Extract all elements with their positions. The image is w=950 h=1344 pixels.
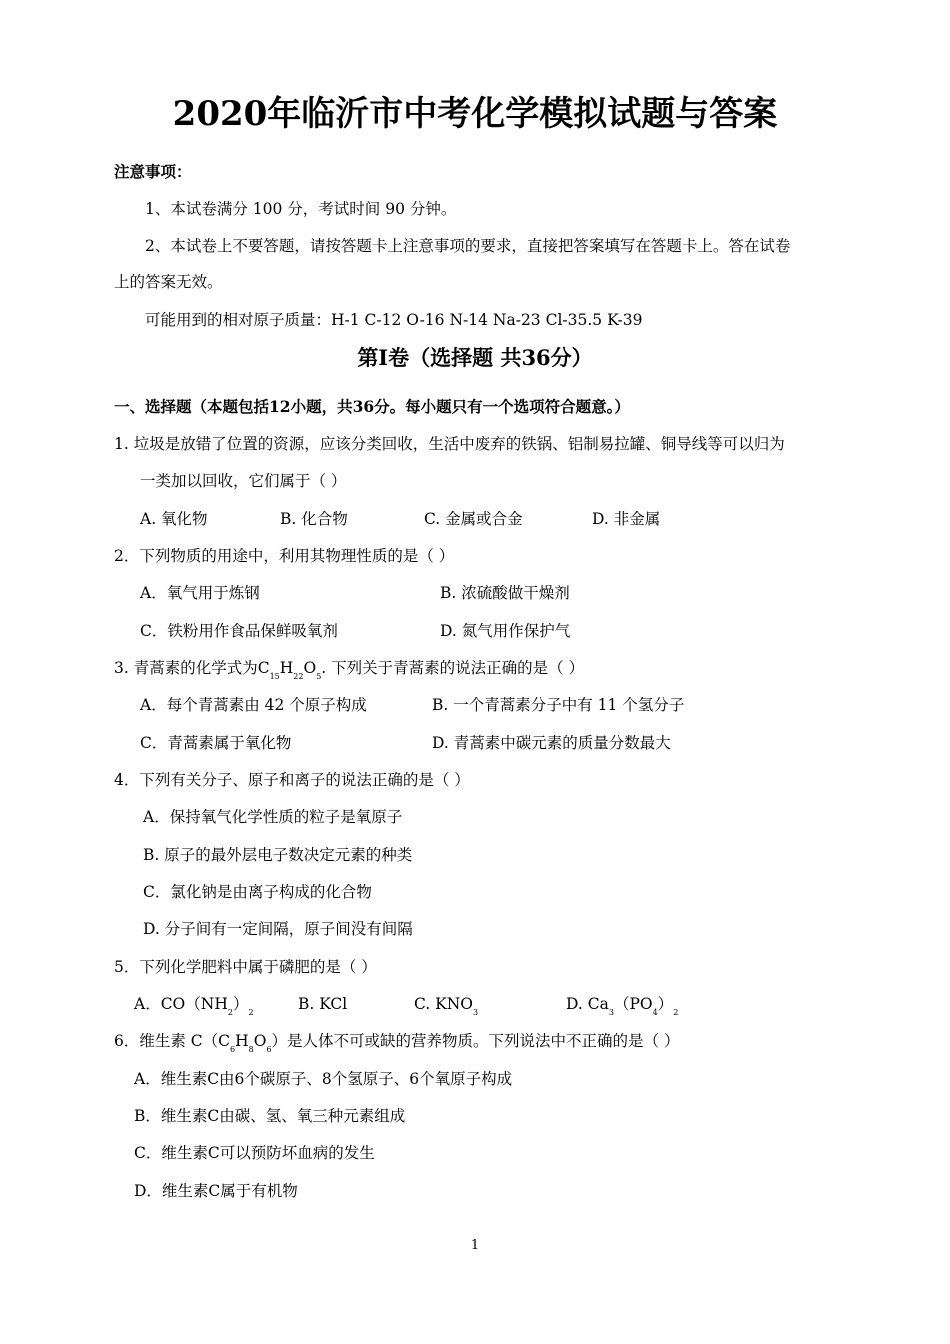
q6-el-o: O [253, 1032, 267, 1050]
q3-el-o: O [303, 659, 317, 677]
q6-sub-o: 6 [266, 1045, 272, 1054]
q1-option-d: D. 非金属 [592, 510, 661, 528]
q5-a-sub2: 2 [248, 1008, 254, 1017]
q5-d-sub1: 3 [608, 1008, 614, 1017]
q6-stem [114, 1031, 680, 1054]
notice-item-2-line-2: 上的答案无效。 [114, 273, 223, 291]
q2-option-d: D. 氮气用作保护气 [440, 622, 571, 640]
q5-option-b: B. KCl [298, 995, 348, 1013]
q4-option-b: B. 原子的最外层电子数决定元素的种类 [143, 846, 413, 864]
q5-d-sub2: 4 [652, 1008, 658, 1017]
q3-sub-h: 22 [293, 672, 304, 681]
q6-el-h: H [235, 1032, 249, 1050]
q5-d-pre: D. Ca [566, 995, 609, 1013]
q3-stem-pre: 3. 青蒿素的化学式为C [114, 659, 270, 677]
q5-a-sub1: 2 [227, 1008, 233, 1017]
q3-option-c: C．青蒿素属于氧化物 [140, 734, 292, 752]
q2-option-c: C．铁粉用作食品保鲜吸氧剂 [140, 622, 338, 640]
q4-option-a: A．保持氧气化学性质的粒子是氧原子 [143, 808, 403, 826]
q3-stem-post: . 下列关于青蒿素的说法正确的是（ ） [321, 659, 585, 677]
q5-option-d [566, 994, 679, 1017]
q5-option-c [414, 994, 479, 1017]
q5-c-pre: C. KNO [414, 995, 474, 1013]
q6-option-b: B．维生素C由碳、氢、氧三种元素组成 [134, 1107, 406, 1125]
part-heading: 一、选择题（本题包括12小题，共36分。每小题只有一个选项符合题意。） [114, 397, 630, 416]
q5-d-mid: （PO [613, 995, 653, 1013]
q1-option-b: B. 化合物 [280, 510, 348, 528]
notice-item-2-line-1: 2、本试卷上不要答题，请按答题卡上注意事项的要求，直接把答案填写在答题卡上。答在试卷 [145, 237, 791, 255]
q2-option-a: A．氧气用于炼钢 [140, 584, 260, 602]
q6-option-d: D．维生素C属于有机物 [134, 1182, 298, 1200]
section-title: 第Ⅰ卷（选择题 共36分） [357, 345, 593, 370]
q1-stem-line-2: 一类加以回收，它们属于（ ） [140, 472, 347, 490]
q3-option-b: B. 一个青蒿素分子中有 11 个氢分子 [432, 696, 685, 714]
notice-item-1: 1、本试卷满分 100 分，考试时间 90 分钟。 [145, 200, 457, 218]
q2-stem: 2．下列物质的用途中，利用其物理性质的是（ ） [114, 547, 455, 565]
q5-a-mid: ） [232, 995, 249, 1013]
page-title: 2020年临沂市中考化学模拟试题与答案 [172, 94, 778, 134]
page-number: 1 [470, 1238, 480, 1253]
q5-d-sub3: 2 [673, 1008, 679, 1017]
q1-option-c: C. 金属或合金 [424, 510, 523, 528]
notice-heading: 注意事项： [114, 162, 192, 181]
q1-stem-line-1: 1. 垃圾是放错了位置的资源，应该分类回收，生活中废弃的铁锅、铝制易拉罐、铜导线等可以归为 [114, 435, 785, 453]
q5-stem: 5．下列化学肥料中属于磷肥的是（ ） [114, 958, 377, 976]
q3-sub-c: 15 [269, 672, 280, 681]
q2-option-b: B. 浓硫酸做干燥剂 [440, 584, 570, 602]
q3-option-a: A．每个青蒿素由 42 个原子构成 [140, 696, 367, 714]
q5-d-end: ） [657, 995, 674, 1013]
q3-el-h: H [279, 659, 294, 677]
q6-stem-post: ）是人体不可或缺的营养物质。下列说法中不正确的是（ ） [271, 1032, 680, 1050]
q6-sub-h: 8 [248, 1045, 254, 1054]
q6-option-a: A．维生素C由6个碳原子、8个氢原子、6个氧原子构成 [134, 1070, 513, 1088]
q4-stem: 4．下列有关分子、原子和离子的说法正确的是（ ） [114, 771, 470, 789]
atomic-masses: 可能用到的相对原子质量：H-1 C-12 O-16 N-14 Na-23 Cl-35.5 K-39 [145, 311, 643, 329]
q6-stem-pre: 6．维生素 C（C [114, 1032, 231, 1050]
q3-sub-o: 5 [316, 672, 322, 681]
q3-stem [114, 658, 585, 681]
q6-option-c: C．维生素C可以预防坏血病的发生 [134, 1144, 375, 1162]
q5-a-pre: A．CO（NH [134, 995, 228, 1013]
q6-sub-c: 6 [230, 1045, 236, 1054]
q1-option-a: A. 氧化物 [140, 510, 208, 528]
q4-option-c: C．氯化钠是由离子构成的化合物 [143, 883, 372, 901]
q3-option-d: D. 青蒿素中碳元素的质量分数最大 [432, 734, 671, 752]
q4-option-d: D. 分子间有一定间隔，原子间没有间隔 [143, 920, 413, 938]
q5-c-sub: 3 [473, 1008, 479, 1017]
q5-option-a [134, 994, 254, 1017]
